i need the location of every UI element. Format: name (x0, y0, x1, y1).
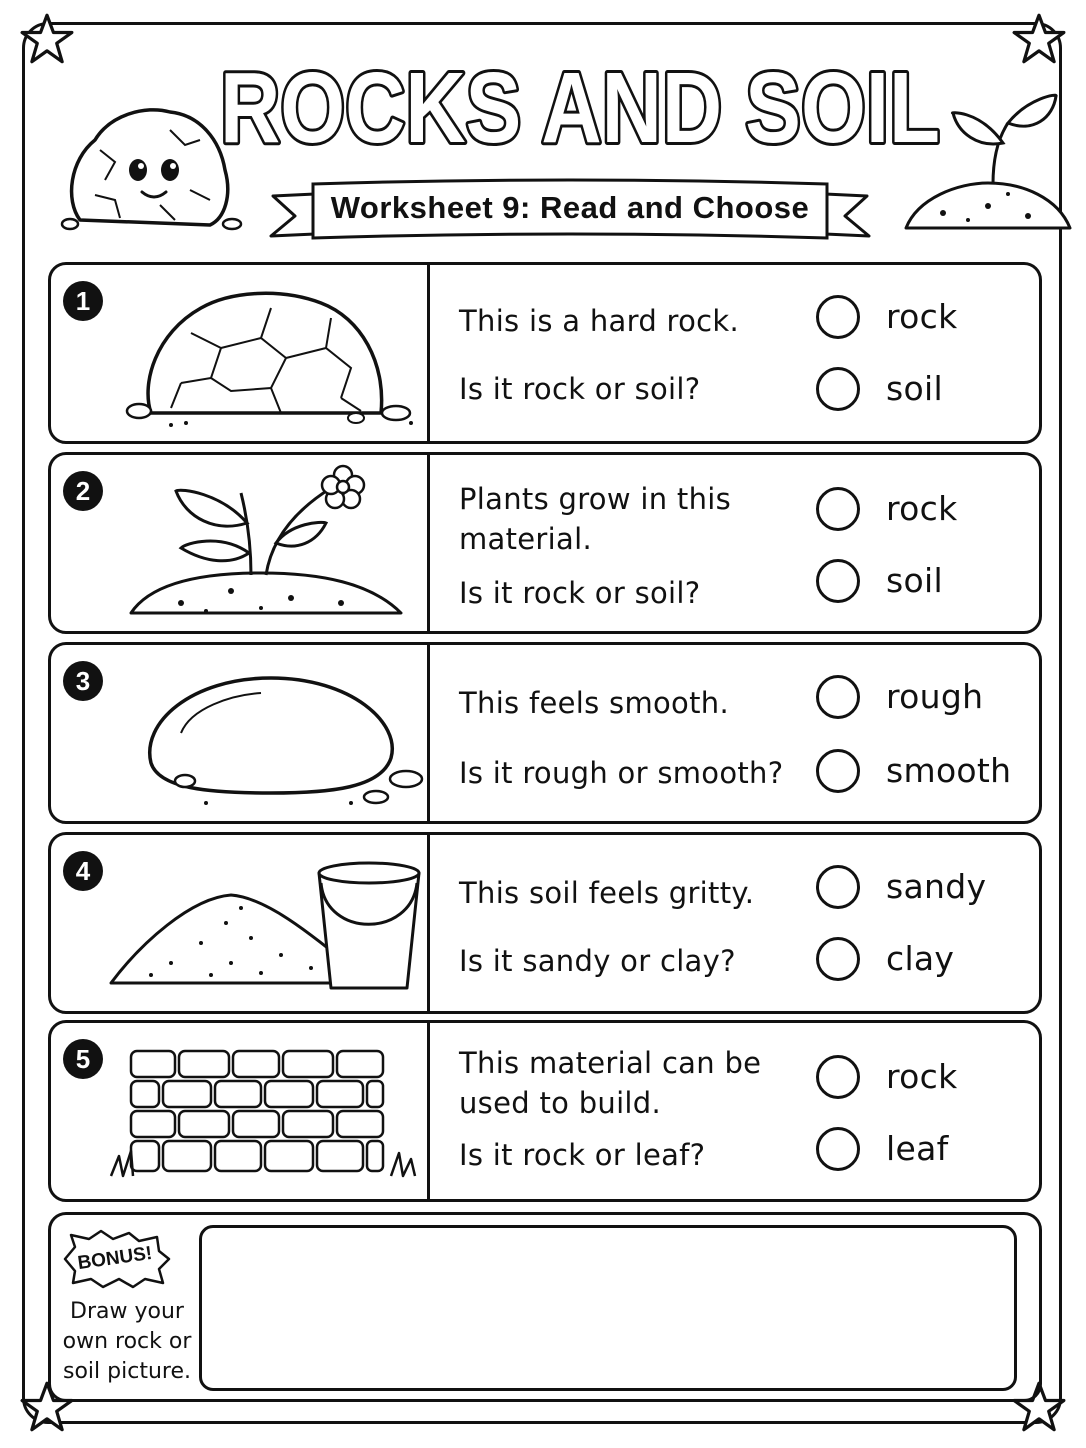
answer-radio[interactable] (816, 559, 860, 603)
sprout-in-soil-icon (898, 88, 1078, 238)
question-prompt: This material can be used to build. (459, 1046, 762, 1120)
question-card-4 (48, 832, 1042, 1014)
answer-option[interactable] (816, 365, 1036, 417)
question-prompt: Plants grow in this material. (459, 482, 732, 556)
answer-radio[interactable] (816, 749, 860, 793)
answer-radio[interactable] (816, 367, 860, 411)
star-icon (1012, 12, 1066, 66)
answer-option[interactable] (816, 485, 1036, 537)
question-text: Is it rough or smooth? (459, 756, 784, 790)
answer-radio[interactable] (816, 1055, 860, 1099)
smooth-pebble-icon (111, 653, 421, 815)
question-card-1 (48, 262, 1042, 444)
question-card-5 (48, 1020, 1042, 1202)
answer-label: rock (886, 297, 958, 336)
answer-label: clay (886, 939, 955, 978)
card-divider (427, 835, 430, 1011)
answer-option[interactable] (816, 935, 1036, 987)
card-divider (427, 265, 430, 441)
question-number-badge: 4 (63, 851, 103, 891)
answer-option[interactable] (816, 557, 1036, 609)
plant-in-soil-icon (111, 463, 421, 625)
question-prompt: This soil feels gritty. (459, 876, 755, 910)
answer-label: rock (886, 1057, 958, 1096)
answer-label: rough (886, 677, 984, 716)
answer-radio[interactable] (816, 937, 860, 981)
card-divider (427, 455, 430, 631)
question-number-badge: 2 (63, 471, 103, 511)
answer-radio[interactable] (816, 487, 860, 531)
answer-label: sandy (886, 867, 987, 906)
answer-label: rock (886, 489, 958, 528)
question-number-badge: 5 (63, 1039, 103, 1079)
answer-option[interactable] (816, 747, 1036, 799)
question-text: Is it rock or leaf? (459, 1138, 706, 1172)
question-number-badge: 1 (63, 281, 103, 321)
answer-radio[interactable] (816, 865, 860, 909)
question-card-3 (48, 642, 1042, 824)
question-prompt: This feels smooth. (459, 686, 729, 720)
question-card-2 (48, 452, 1042, 634)
card-divider (427, 645, 430, 821)
question-text: Is it rock or soil? (459, 372, 701, 406)
drawing-area[interactable] (199, 1225, 1017, 1391)
cracked-boulder-icon (111, 273, 421, 435)
answer-option[interactable] (816, 293, 1036, 345)
answer-radio[interactable] (816, 675, 860, 719)
answer-radio[interactable] (816, 295, 860, 339)
smiling-rock-mascot-icon (60, 100, 245, 240)
answer-option[interactable] (816, 863, 1036, 915)
question-text: Is it sandy or clay? (459, 944, 736, 978)
question-prompt: This is a hard rock. (459, 304, 740, 338)
subtitle: Worksheet 9: Read and Choose (330, 190, 810, 225)
card-divider (427, 1023, 430, 1199)
question-number-badge: 3 (63, 661, 103, 701)
answer-option[interactable] (816, 673, 1036, 725)
bonus-card (48, 1212, 1042, 1402)
page-title (210, 44, 950, 164)
answer-label: leaf (886, 1129, 949, 1168)
bonus-instruction: Draw your own rock or soil picture. (62, 1299, 192, 1384)
page-title-text: ROCKS AND SOIL (220, 52, 940, 164)
answer-label: soil (886, 561, 943, 600)
answer-option[interactable] (816, 1125, 1036, 1177)
star-icon (20, 12, 74, 66)
stone-wall-icon (111, 1031, 421, 1193)
answer-label: smooth (886, 751, 1012, 790)
sand-pile-and-bucket-icon (111, 843, 421, 1005)
answer-radio[interactable] (816, 1127, 860, 1171)
answer-label: soil (886, 369, 943, 408)
answer-option[interactable] (816, 1053, 1036, 1105)
subtitle-banner (265, 172, 875, 252)
bonus-badge: BONUS! (76, 1242, 154, 1275)
question-text: Is it rock or soil? (459, 576, 701, 610)
